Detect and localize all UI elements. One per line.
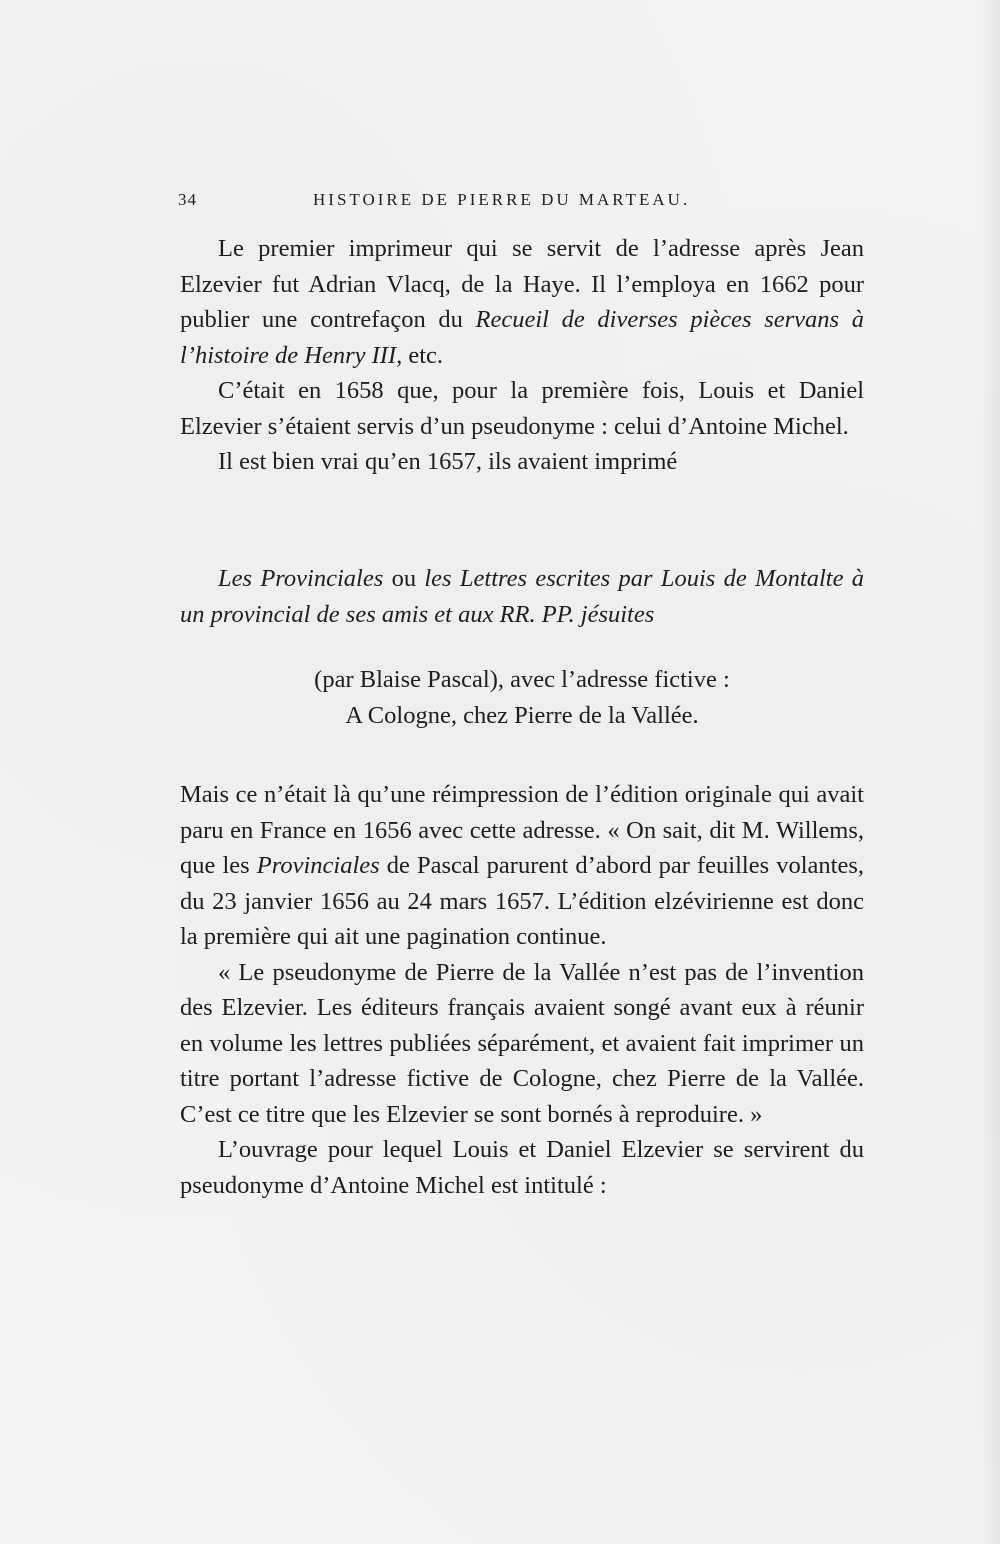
imprint-line-2: A Cologne, chez Pierre de la Vallée. [345, 701, 699, 729]
page-number: 34 [178, 190, 197, 209]
paragraph-1-text: Le premier imprimeur qui se servit de l’adresse après Jean Elzevier fut Adrian Vlacq, de la Haye. Il l’employa en 1662 pour publier une contrefaçon du [180, 235, 864, 333]
paragraph-4-italic-title: Provinciales [256, 852, 380, 879]
paragraph-2: C’était en 1658 que, pour la première fois, Louis et Daniel Elzevier s’étaient servis d’un pseudonyme : celui d’Antoine Michel. [180, 377, 864, 440]
imprint-line-1: (par Blaise Pascal), avec l’adresse fictive : [314, 666, 730, 693]
paragraph-6: L’ouvrage pour lequel Louis et Daniel Elzevier se servirent du pseudonyme d’Antoine Michel est intitulé : [180, 1136, 864, 1199]
book-title-block [180, 561, 864, 632]
text-block-2 [180, 777, 864, 1203]
book-title-part-2: les Lettres escrites par Louis de Montalte à un provincial de ses amis et aux RR. PP. jésuites [180, 565, 865, 628]
paragraph-1 [180, 231, 864, 373]
book-title [180, 561, 864, 632]
book-title-connector: ou [383, 565, 425, 592]
page-edge-shadow [982, 0, 1000, 1544]
paragraph-5: « Le pseudonyme de Pierre de la Vallée n’est pas de l’invention des Elzevier. Les éditeurs français avaient songé avant eux à réunir en volume les lettres publiées séparément, et avaient fait imprimer un titre portant l’adresse fictive de Cologne, chez Pierre de la Vallée. C’est ce titre que les Elzevier se sont bornés à reproduire. » [180, 958, 864, 1128]
paragraph-3: Il est bien vrai qu’en 1657, ils avaient imprimé [218, 448, 678, 475]
paragraph-1-etc: etc. [402, 341, 444, 369]
imprint-block [180, 662, 864, 733]
book-title-part-1: Les Provinciales [218, 565, 384, 592]
paragraph-1-italic-title: Recueil de diverses pièces servans à l’histoire de Henry III, [180, 306, 864, 369]
paragraph-4-text-a: Mais ce n’était là qu’une réimpression de l’édition originale qui avait paru en France en 1656 avec cette adresse. « On sait, dit M. Willems, que les [180, 781, 864, 879]
text-block-1 [180, 231, 864, 480]
page-header [178, 190, 864, 218]
paragraph-4-text-b: de Pascal parurent d’abord par feuilles volantes, du 23 janvier 1656 au 24 mars 1657. L’édition elzévirienne est donc la première qui ait une pagination continue. [180, 852, 864, 950]
running-title: HISTOIRE DE PIERRE DU MARTEAU. [313, 190, 691, 209]
paragraph-4 [180, 777, 864, 955]
